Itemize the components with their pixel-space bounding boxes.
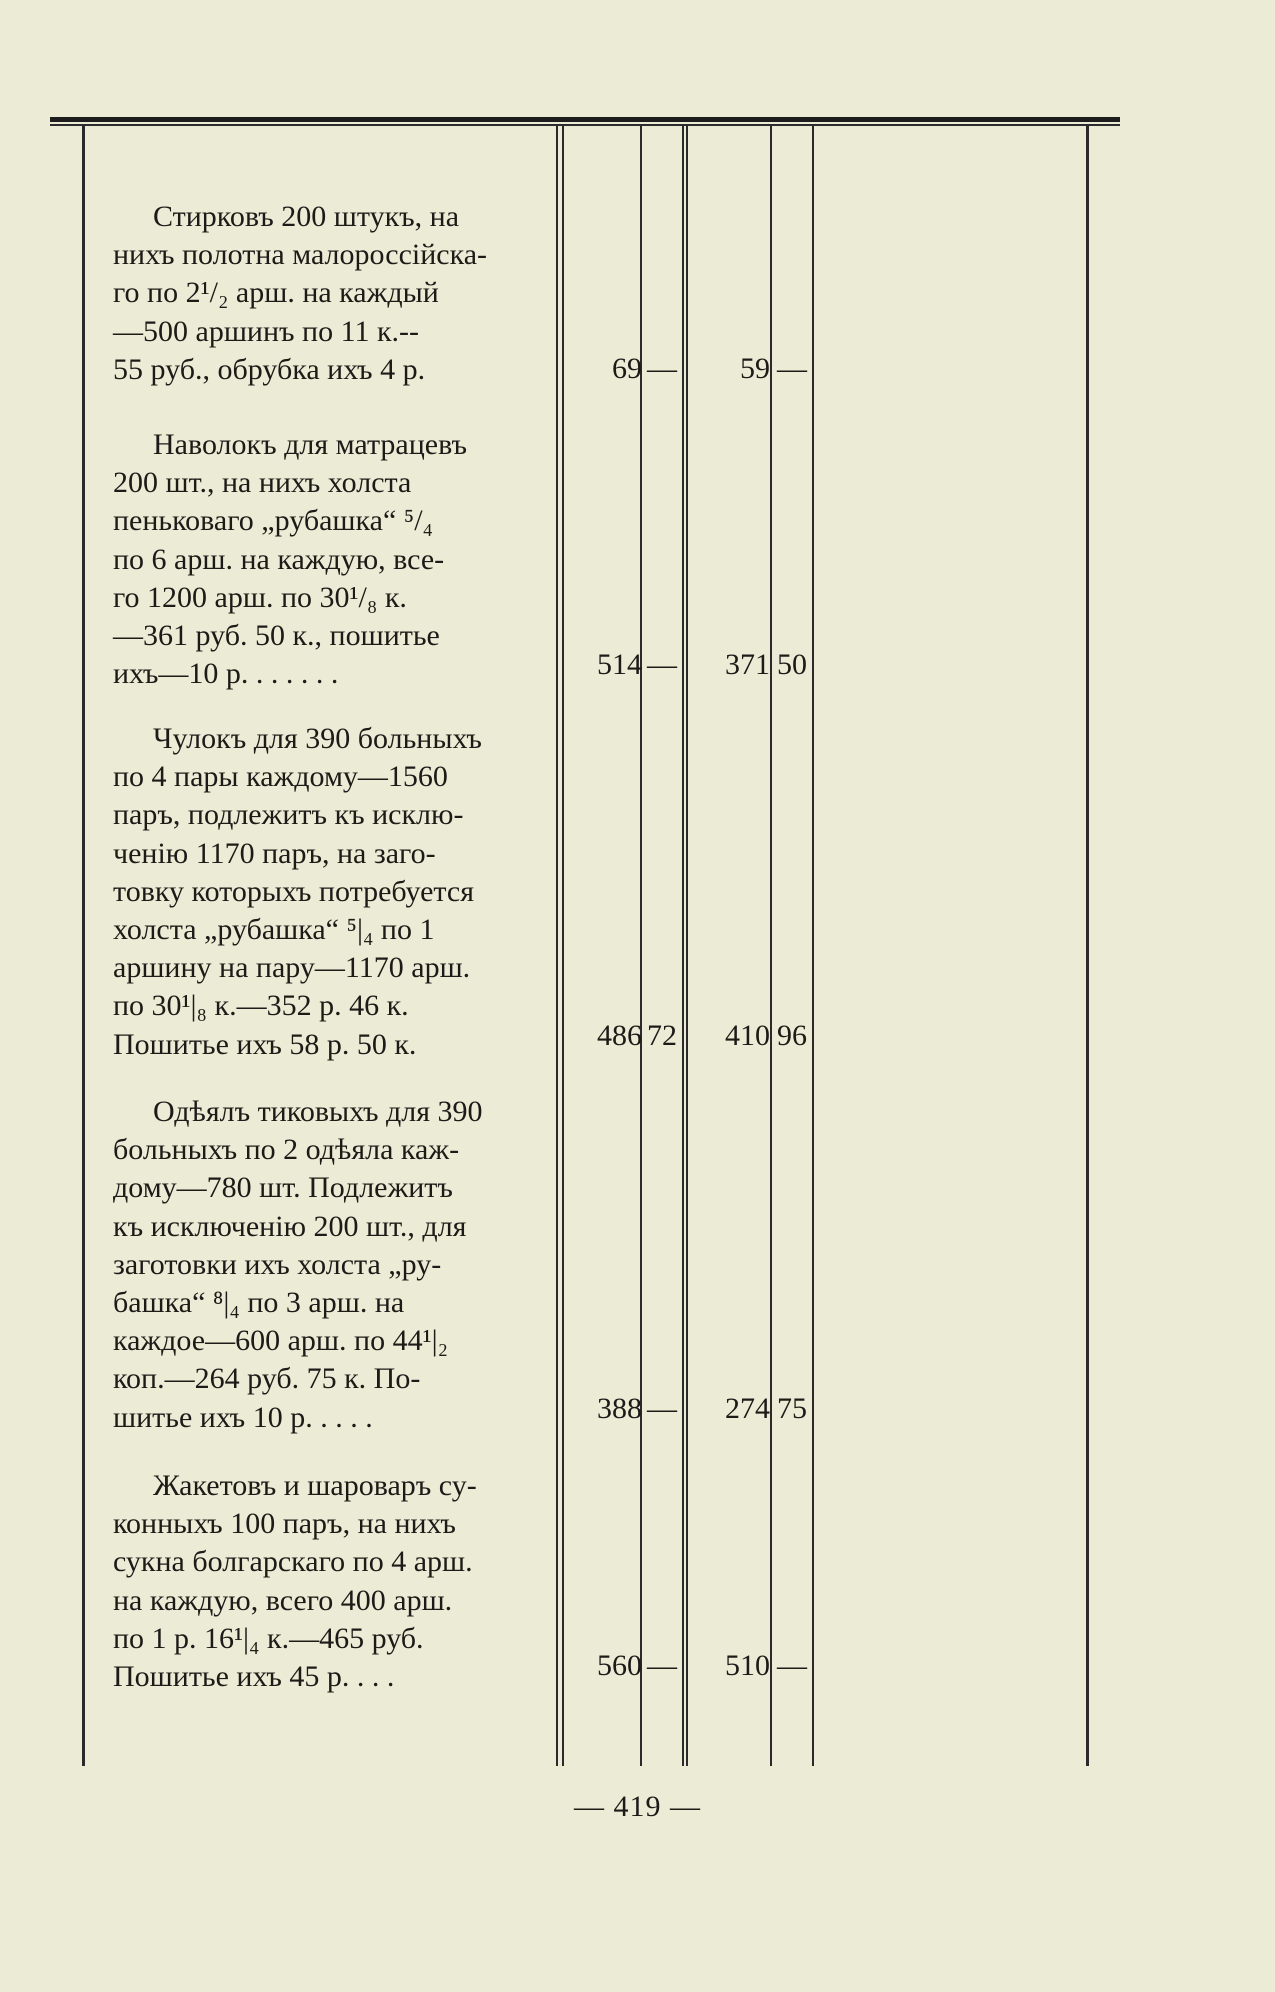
top-rule-thin: [50, 124, 1120, 126]
amount2-kopecks: —: [777, 352, 807, 385]
entry-line: дому—780 шт. Подлежитъ: [113, 1171, 453, 1205]
amount1-rubles: 486: [597, 1019, 642, 1052]
entry-line: Пошитье ихъ 45 р. . . .: [113, 1660, 395, 1694]
amount1-kopecks: 72: [647, 1019, 677, 1052]
page-number: — 419 —: [574, 1790, 701, 1823]
entry-line: —361 руб. 50 к., пошитье: [113, 619, 440, 653]
entry-line: по 1 р. 16¹|₄ к.—465 руб.: [113, 1621, 424, 1655]
entry-line: 200 шт., на нихъ холста: [113, 466, 412, 500]
column-separator: [686, 126, 688, 1766]
entry-line: шитье ихъ 10 р. . . . .: [113, 1400, 373, 1434]
entry-line: Пошитье ихъ 58 р. 50 к.: [113, 1027, 417, 1061]
entry-line: конныхъ 100 паръ, на нихъ: [113, 1507, 456, 1541]
entry-line: Наволокъ для матрацевъ: [153, 428, 468, 461]
amount2-rubles: 410: [725, 1019, 770, 1052]
entry-odeyala: [113, 1093, 533, 1437]
entry-zhakety: [113, 1467, 533, 1696]
entry-navoloki: [113, 426, 533, 693]
left-border-line: [82, 126, 85, 1766]
entry-line: —500 аршинъ по 11 к.--: [113, 314, 420, 348]
column-separator: [812, 126, 814, 1766]
entry-line: товку которыхъ потребуется: [113, 874, 475, 908]
amount1-rubles: 514: [597, 648, 642, 681]
entry-line: аршину на пару—1170 арш.: [113, 951, 471, 985]
entry-line: холста „рубашка“ ⁵|₄ по 1: [113, 913, 435, 947]
entry-stirki: [113, 198, 533, 389]
entry-line: больныхъ по 2 одѣяла каж-: [113, 1133, 460, 1167]
entry-line: ихъ—10 р. . . . . . .: [113, 657, 339, 691]
amount1-kopecks: —: [647, 1649, 677, 1682]
amount2-rubles: 59: [740, 352, 770, 385]
entry-line: Одѣялъ тиковыхъ для 390: [153, 1095, 483, 1128]
column-separator: [682, 126, 684, 1766]
entry-chulki: [113, 720, 533, 1064]
amount2-kopecks: 75: [777, 1392, 807, 1425]
entry-line: коп.—264 руб. 75 к. По-: [113, 1362, 421, 1396]
entry-line: къ исключенію 200 шт., для: [113, 1209, 467, 1243]
entry-line: по 4 пары каждому—1560: [113, 760, 448, 794]
entry-line: башка“ ⁸|₄ по 3 арш. на: [113, 1286, 405, 1320]
entry-line: нихъ полотна малороссійска-: [113, 238, 488, 272]
amount2-rubles: 371: [725, 648, 770, 681]
entry-line: 55 руб., обрубка ихъ 4 р.: [113, 352, 426, 386]
entry-line: каждое—600 арш. по 44¹|₂: [113, 1324, 449, 1358]
amount2-kopecks: —: [777, 1649, 807, 1682]
entry-line: сукна болгарскаго по 4 арш.: [113, 1545, 473, 1579]
amount1-kopecks: —: [647, 1392, 677, 1425]
entry-line: Стирковъ 200 штукъ, на: [153, 200, 460, 233]
column-separator: [556, 126, 558, 1766]
top-rule: [50, 117, 1120, 122]
amount1-rubles: 388: [597, 1392, 642, 1425]
amount2-rubles: 510: [725, 1649, 770, 1682]
entry-line: на каждую, всего 400 арш.: [113, 1583, 453, 1617]
entry-line: по 6 арш. на каждую, все-: [113, 542, 445, 576]
entry-line: паръ, подлежитъ къ исклю-: [113, 798, 464, 832]
amount2-rubles: 274: [725, 1392, 770, 1425]
entry-line: го по 2¹/₂ арш. на каждый: [113, 276, 439, 310]
right-border-line: [1086, 126, 1089, 1766]
amount2-kopecks: 96: [777, 1019, 807, 1052]
entry-line: по 30¹|₈ к.—352 р. 46 к.: [113, 989, 409, 1023]
entry-line: ченію 1170 паръ, на заго-: [113, 836, 436, 870]
amount1-rubles: 69: [612, 352, 642, 385]
amount2-kopecks: 50: [777, 648, 807, 681]
amount1-kopecks: —: [647, 648, 677, 681]
entry-line: Чулокъ для 390 больныхъ: [153, 722, 482, 755]
entry-line: пеньковаго „рубашка“ ⁵/₄: [113, 504, 434, 538]
entry-line: заготовки ихъ холста „ру-: [113, 1247, 442, 1281]
entry-line: го 1200 арш. по 30¹/₈ к.: [113, 580, 407, 614]
amount1-rubles: 560: [597, 1649, 642, 1682]
entry-line: Жакетовъ и шароваръ су-: [153, 1469, 477, 1502]
amount1-kopecks: —: [647, 352, 677, 385]
column-separator: [562, 126, 564, 1766]
